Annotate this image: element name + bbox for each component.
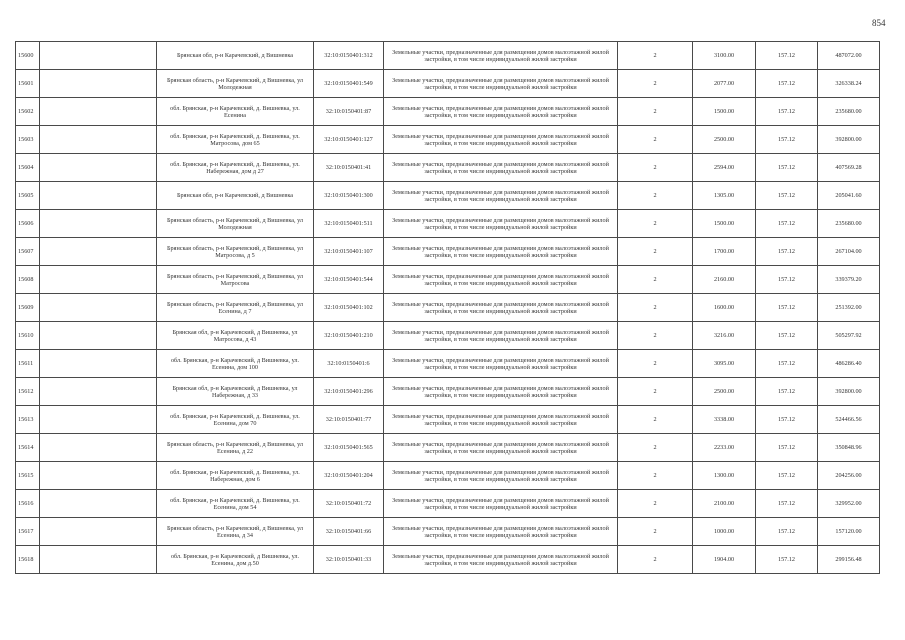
- blank-cell: [40, 546, 157, 574]
- address-cell: Брянская область, р-н Карачевский, д Вишневка, ул Молодежная: [157, 210, 314, 238]
- use-group-cell: 2: [618, 154, 693, 182]
- row-number-cell: 15612: [16, 378, 40, 406]
- cadastral-number-cell: 32:10:0150401:544: [314, 266, 384, 294]
- specific-value-cell: 157.12: [756, 406, 818, 434]
- cadastral-value-cell: 487072.00: [818, 42, 880, 70]
- permitted-use-cell: Земельные участки, предназначенные для размещения домов малоэтажной жилой застройки, в том числе индивидуальной жилой застройки: [384, 406, 618, 434]
- blank-cell: [40, 518, 157, 546]
- use-group-cell: 2: [618, 182, 693, 210]
- row-number-cell: 15601: [16, 70, 40, 98]
- cadastral-value-cell: 505297.92: [818, 322, 880, 350]
- blank-cell: [40, 350, 157, 378]
- cadastral-number-cell: 32:10:0150401:204: [314, 462, 384, 490]
- cadastral-number-cell: 32:10:0150401:66: [314, 518, 384, 546]
- address-cell: Брянская область, р-н Карачевский, д Вишневка, ул Есенина, д 22: [157, 434, 314, 462]
- table-row: [16, 378, 880, 406]
- permitted-use-cell: Земельные участки, предназначенные для размещения домов малоэтажной жилой застройки, в том числе индивидуальной жилой застройки: [384, 518, 618, 546]
- use-group-cell: 2: [618, 350, 693, 378]
- cadastral-value-cell: 299156.48: [818, 546, 880, 574]
- cadastral-value-cell: 235680.00: [818, 98, 880, 126]
- use-group-cell: 2: [618, 42, 693, 70]
- area-cell: 1305.00: [693, 182, 756, 210]
- cadastral-value-cell: 157120.00: [818, 518, 880, 546]
- area-cell: 2594.00: [693, 154, 756, 182]
- cadastral-number-cell: 32:10:0150401:77: [314, 406, 384, 434]
- specific-value-cell: 157.12: [756, 154, 818, 182]
- cadastral-value-cell: 392800.00: [818, 378, 880, 406]
- specific-value-cell: 157.12: [756, 518, 818, 546]
- row-number-cell: 15611: [16, 350, 40, 378]
- cadastral-value-cell: 235680.00: [818, 210, 880, 238]
- blank-cell: [40, 434, 157, 462]
- use-group-cell: 2: [618, 126, 693, 154]
- permitted-use-cell: Земельные участки, предназначенные для размещения домов малоэтажной жилой застройки, в том числе индивидуальной жилой застройки: [384, 490, 618, 518]
- address-cell: обл. Брянская, р-н Карачевский, д. Вишневка, ул. Есенина, дом 70: [157, 406, 314, 434]
- area-cell: 3216.00: [693, 322, 756, 350]
- permitted-use-cell: Земельные участки, предназначенные для размещения домов малоэтажной жилой застройки, в том числе индивидуальной жилой застройки: [384, 266, 618, 294]
- cadastral-value-cell: 339379.20: [818, 266, 880, 294]
- specific-value-cell: 157.12: [756, 322, 818, 350]
- address-cell: Брянская область, р-н Карачевский, д Вишневка, ул Матросова: [157, 266, 314, 294]
- blank-cell: [40, 98, 157, 126]
- blank-cell: [40, 378, 157, 406]
- row-number-cell: 15613: [16, 406, 40, 434]
- specific-value-cell: 157.12: [756, 294, 818, 322]
- use-group-cell: 2: [618, 406, 693, 434]
- use-group-cell: 2: [618, 462, 693, 490]
- cadastral-value-cell: 486286.40: [818, 350, 880, 378]
- table-row: [16, 546, 880, 574]
- address-cell: обл. Брянская, р-н Карачевский, д. Вишневка, ул. Набережная, дом 6: [157, 462, 314, 490]
- table-row: [16, 42, 880, 70]
- cadastral-value-cell: 350848.96: [818, 434, 880, 462]
- use-group-cell: 2: [618, 546, 693, 574]
- permitted-use-cell: Земельные участки, предназначенные для размещения домов малоэтажной жилой застройки, в том числе индивидуальной жилой застройки: [384, 238, 618, 266]
- address-cell: обл. Брянская, р-н Карачевский, д Вишневка, ул. Есенина, дом 100: [157, 350, 314, 378]
- address-cell: Брянская обл, р-н Карачевский, д Вишневка, ул Набережная, д 33: [157, 378, 314, 406]
- address-cell: Брянская обл, р-н Карачевский, д Вишневка: [157, 182, 314, 210]
- area-cell: 1500.00: [693, 98, 756, 126]
- table-row: [16, 294, 880, 322]
- table-row: [16, 350, 880, 378]
- use-group-cell: 2: [618, 378, 693, 406]
- area-cell: 1500.00: [693, 210, 756, 238]
- use-group-cell: 2: [618, 434, 693, 462]
- permitted-use-cell: Земельные участки, предназначенные для размещения домов малоэтажной жилой застройки, в том числе индивидуальной жилой застройки: [384, 462, 618, 490]
- cadastral-number-cell: 32:10:0150401:107: [314, 238, 384, 266]
- use-group-cell: 2: [618, 238, 693, 266]
- specific-value-cell: 157.12: [756, 210, 818, 238]
- area-cell: 1904.00: [693, 546, 756, 574]
- cadastral-number-cell: 32:10:0150401:33: [314, 546, 384, 574]
- cadastral-number-cell: 32:10:0150401:312: [314, 42, 384, 70]
- cadastral-number-cell: 32:10:0150401:41: [314, 154, 384, 182]
- area-cell: 2077.00: [693, 70, 756, 98]
- area-cell: 2160.00: [693, 266, 756, 294]
- row-number-cell: 15618: [16, 546, 40, 574]
- row-number-cell: 15607: [16, 238, 40, 266]
- area-cell: 3338.00: [693, 406, 756, 434]
- use-group-cell: 2: [618, 490, 693, 518]
- table-row: [16, 182, 880, 210]
- cadastral-value-cell: 326338.24: [818, 70, 880, 98]
- address-cell: Брянская область, р-н Карачевский, д Вишневка, ул Молодежная: [157, 70, 314, 98]
- specific-value-cell: 157.12: [756, 98, 818, 126]
- row-number-cell: 15608: [16, 266, 40, 294]
- address-cell: Брянская область, р-н Карачевский, д Вишневка, ул Есенина, д 34: [157, 518, 314, 546]
- blank-cell: [40, 154, 157, 182]
- permitted-use-cell: Земельные участки, предназначенные для размещения домов малоэтажной жилой застройки, в том числе индивидуальной жилой застройки: [384, 98, 618, 126]
- address-cell: обл. Брянская, р-н Карачевский, д. Вишневка, ул. Набережная, дом д 27: [157, 154, 314, 182]
- area-cell: 3100.00: [693, 42, 756, 70]
- cadastral-number-cell: 32:10:0150401:127: [314, 126, 384, 154]
- address-cell: обл. Брянская, р-н Карачевский, д. Вишневка, ул. Есенина, дом 54: [157, 490, 314, 518]
- cadastral-number-cell: 32:10:0150401:6: [314, 350, 384, 378]
- blank-cell: [40, 182, 157, 210]
- table-row: [16, 406, 880, 434]
- permitted-use-cell: Земельные участки, предназначенные для размещения домов малоэтажной жилой застройки, в том числе индивидуальной жилой застройки: [384, 154, 618, 182]
- table-row: [16, 518, 880, 546]
- specific-value-cell: 157.12: [756, 70, 818, 98]
- permitted-use-cell: Земельные участки, предназначенные для размещения домов малоэтажной жилой застройки, в том числе индивидуальной жилой застройки: [384, 182, 618, 210]
- use-group-cell: 2: [618, 98, 693, 126]
- table-row: [16, 70, 880, 98]
- row-number-cell: 15617: [16, 518, 40, 546]
- cadastral-value-cell: 329952.00: [818, 490, 880, 518]
- use-group-cell: 2: [618, 70, 693, 98]
- specific-value-cell: 157.12: [756, 350, 818, 378]
- table-row: [16, 322, 880, 350]
- address-cell: обл. Брянская, р-н Карачевский, д Вишневка, ул. Есенина, дом д.50: [157, 546, 314, 574]
- row-number-cell: 15602: [16, 98, 40, 126]
- blank-cell: [40, 322, 157, 350]
- specific-value-cell: 157.12: [756, 378, 818, 406]
- blank-cell: [40, 70, 157, 98]
- row-number-cell: 15609: [16, 294, 40, 322]
- blank-cell: [40, 406, 157, 434]
- row-number-cell: 15610: [16, 322, 40, 350]
- use-group-cell: 2: [618, 322, 693, 350]
- table-row: [16, 210, 880, 238]
- specific-value-cell: 157.12: [756, 266, 818, 294]
- permitted-use-cell: Земельные участки, предназначенные для размещения домов малоэтажной жилой застройки, в том числе индивидуальной жилой застройки: [384, 210, 618, 238]
- table-row: [16, 98, 880, 126]
- cadastral-number-cell: 32:10:0150401:565: [314, 434, 384, 462]
- address-cell: обл. Брянская, р-н Карачевский, д. Вишневка, ул. Есенина: [157, 98, 314, 126]
- permitted-use-cell: Земельные участки, предназначенные для размещения домов малоэтажной жилой застройки, в том числе индивидуальной жилой застройки: [384, 294, 618, 322]
- area-cell: 1300.00: [693, 462, 756, 490]
- cadastral-number-cell: 32:10:0150401:102: [314, 294, 384, 322]
- cadastral-value-cell: 524466.56: [818, 406, 880, 434]
- cadastral-value-cell: 205041.60: [818, 182, 880, 210]
- row-number-cell: 15606: [16, 210, 40, 238]
- table-row: [16, 238, 880, 266]
- row-number-cell: 15600: [16, 42, 40, 70]
- row-number-cell: 15603: [16, 126, 40, 154]
- use-group-cell: 2: [618, 266, 693, 294]
- table-row: [16, 490, 880, 518]
- row-number-cell: 15604: [16, 154, 40, 182]
- row-number-cell: 15614: [16, 434, 40, 462]
- cadastral-number-cell: 32:10:0150401:87: [314, 98, 384, 126]
- row-number-cell: 15605: [16, 182, 40, 210]
- cadastral-value-cell: 251392.00: [818, 294, 880, 322]
- area-cell: 3095.00: [693, 350, 756, 378]
- cadastral-number-cell: 32:10:0150401:511: [314, 210, 384, 238]
- cadastral-value-cell: 392800.00: [818, 126, 880, 154]
- blank-cell: [40, 294, 157, 322]
- area-cell: 1000.00: [693, 518, 756, 546]
- specific-value-cell: 157.12: [756, 42, 818, 70]
- cadastral-value-cell: 267104.00: [818, 238, 880, 266]
- blank-cell: [40, 210, 157, 238]
- use-group-cell: 2: [618, 294, 693, 322]
- cadastral-value-table: [15, 41, 880, 574]
- area-cell: 1600.00: [693, 294, 756, 322]
- cadastral-number-cell: 32:10:0150401:549: [314, 70, 384, 98]
- cadastral-number-cell: 32:10:0150401:72: [314, 490, 384, 518]
- table-row: [16, 154, 880, 182]
- blank-cell: [40, 266, 157, 294]
- specific-value-cell: 157.12: [756, 462, 818, 490]
- specific-value-cell: 157.12: [756, 182, 818, 210]
- permitted-use-cell: Земельные участки, предназначенные для размещения домов малоэтажной жилой застройки, в том числе индивидуальной жилой застройки: [384, 350, 618, 378]
- use-group-cell: 2: [618, 518, 693, 546]
- blank-cell: [40, 490, 157, 518]
- use-group-cell: 2: [618, 210, 693, 238]
- blank-cell: [40, 238, 157, 266]
- permitted-use-cell: Земельные участки, предназначенные для размещения домов малоэтажной жилой застройки, в том числе индивидуальной жилой застройки: [384, 126, 618, 154]
- cadastral-number-cell: 32:10:0150401:210: [314, 322, 384, 350]
- blank-cell: [40, 462, 157, 490]
- permitted-use-cell: Земельные участки, предназначенные для размещения домов малоэтажной жилой застройки, в том числе индивидуальной жилой застройки: [384, 70, 618, 98]
- blank-cell: [40, 42, 157, 70]
- address-cell: обл. Брянская, р-н Карачевский, д. Вишневка, ул. Матросова, дом 65: [157, 126, 314, 154]
- cadastral-number-cell: 32:10:0150401:300: [314, 182, 384, 210]
- permitted-use-cell: Земельные участки, предназначенные для размещения домов малоэтажной жилой застройки, в том числе индивидуальной жилой застройки: [384, 42, 618, 70]
- area-cell: 1700.00: [693, 238, 756, 266]
- specific-value-cell: 157.12: [756, 434, 818, 462]
- cadastral-value-cell: 407569.28: [818, 154, 880, 182]
- area-cell: 2500.00: [693, 378, 756, 406]
- permitted-use-cell: Земельные участки, предназначенные для размещения домов малоэтажной жилой застройки, в том числе индивидуальной жилой застройки: [384, 322, 618, 350]
- area-cell: 2500.00: [693, 126, 756, 154]
- table-row: [16, 266, 880, 294]
- blank-cell: [40, 126, 157, 154]
- row-number-cell: 15615: [16, 462, 40, 490]
- permitted-use-cell: Земельные участки, предназначенные для размещения домов малоэтажной жилой застройки, в том числе индивидуальной жилой застройки: [384, 434, 618, 462]
- cadastral-number-cell: 32:10:0150401:296: [314, 378, 384, 406]
- table-body: [16, 42, 880, 574]
- area-cell: 2233.00: [693, 434, 756, 462]
- area-cell: 2100.00: [693, 490, 756, 518]
- table-row: [16, 462, 880, 490]
- page-number: 854: [872, 18, 886, 28]
- specific-value-cell: 157.12: [756, 238, 818, 266]
- cadastral-value-cell: 204256.00: [818, 462, 880, 490]
- address-cell: Брянская область, р-н Карачевский, д Вишневка, ул Есенина, д 7: [157, 294, 314, 322]
- address-cell: Брянская область, р-н Карачевский, д Вишневка, ул Матросова, д 5: [157, 238, 314, 266]
- row-number-cell: 15616: [16, 490, 40, 518]
- permitted-use-cell: Земельные участки, предназначенные для размещения домов малоэтажной жилой застройки, в том числе индивидуальной жилой застройки: [384, 546, 618, 574]
- specific-value-cell: 157.12: [756, 126, 818, 154]
- permitted-use-cell: Земельные участки, предназначенные для размещения домов малоэтажной жилой застройки, в том числе индивидуальной жилой застройки: [384, 378, 618, 406]
- specific-value-cell: 157.12: [756, 546, 818, 574]
- specific-value-cell: 157.12: [756, 490, 818, 518]
- table-row: [16, 126, 880, 154]
- address-cell: Брянская обл, р-н Карачевский, д Вишневка: [157, 42, 314, 70]
- table-row: [16, 434, 880, 462]
- address-cell: Брянская обл, р-н Карачевский, д Вишневка, ул Матросова, д 43: [157, 322, 314, 350]
